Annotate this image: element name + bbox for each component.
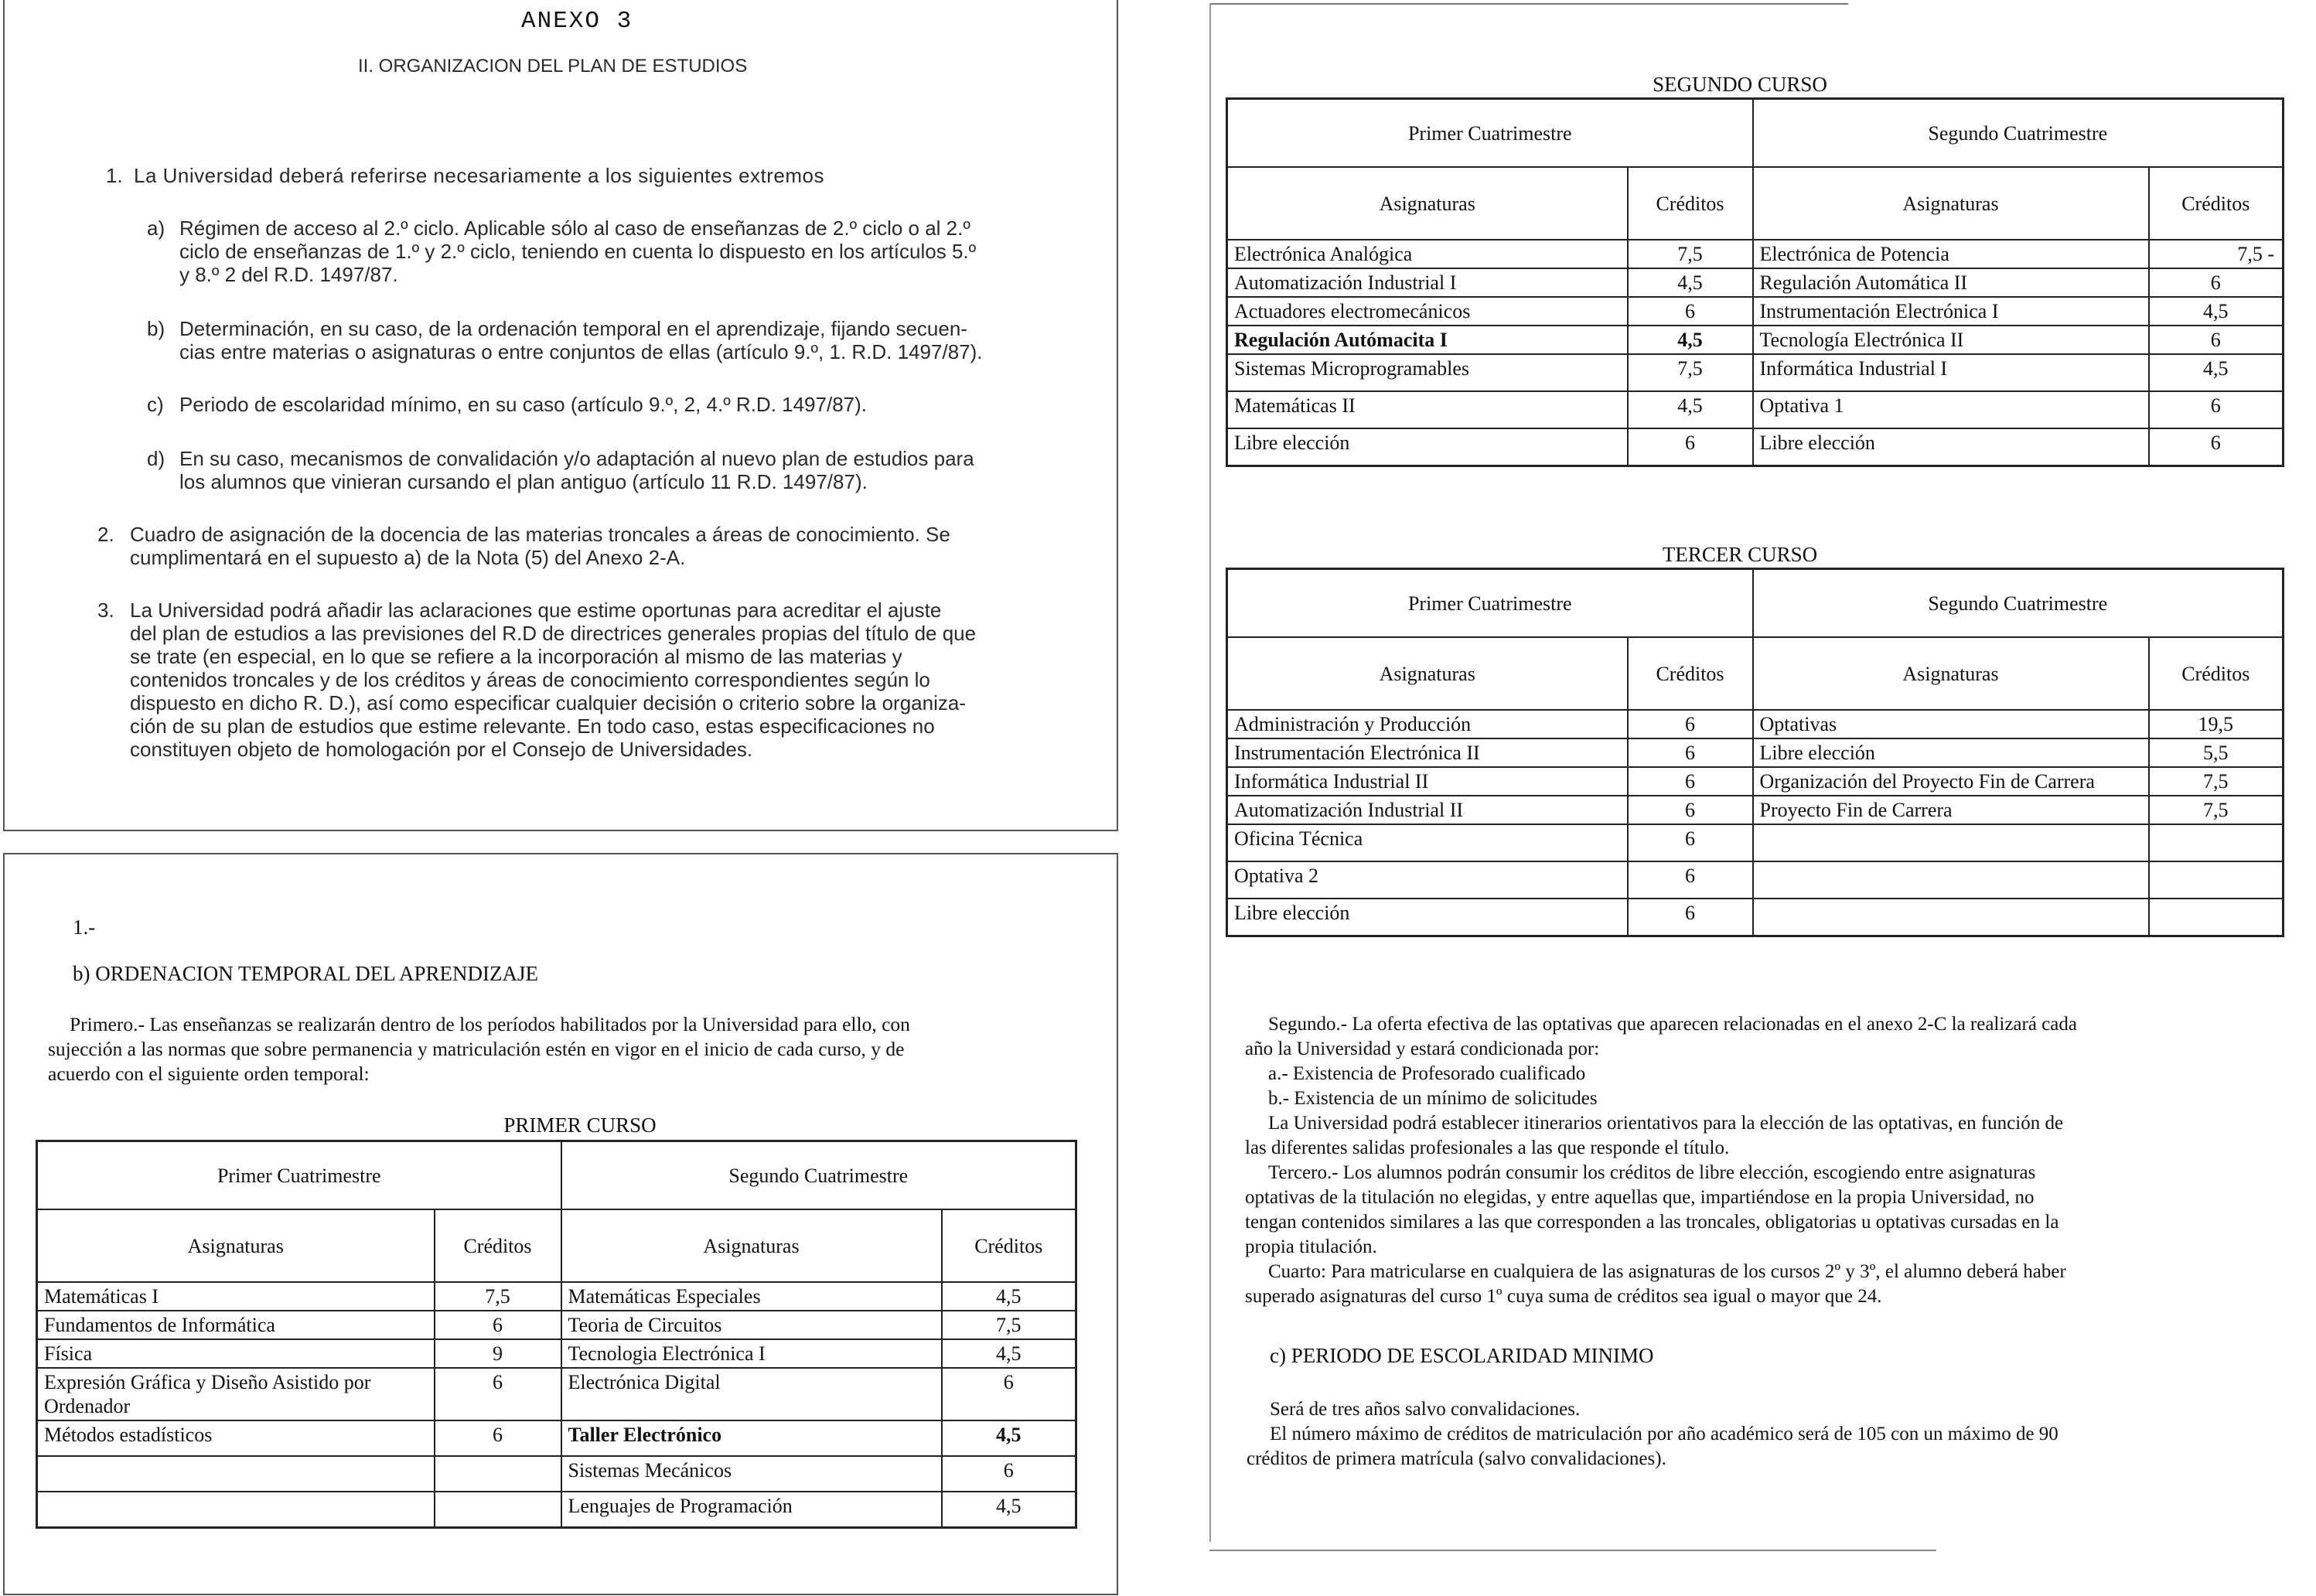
table-row [1227,861,2284,899]
credit-cell: 6 [435,1311,561,1339]
credit-cell: 7,5 [2149,767,2284,796]
subject-cell: Administración y Producción [1227,710,1628,738]
table-row [1227,824,2284,861]
credits-header: Créditos [1628,167,1753,240]
subject-cell [1753,824,2149,861]
subject-cell [37,1456,435,1492]
tercero-line-1: Tercero.- Los alumnos podrán consumir los créditos de libre elección, escogiendo entre asignaturas [1268,1162,2036,1183]
credit-cell: 6 [1628,297,1753,326]
subject-cell: Optativa 1 [1753,391,2149,428]
table-row [1227,354,2284,391]
first-semester-header: Primer Cuatrimestre [37,1141,561,1210]
item-2-line-1: Cuadro de asignación de la docencia de las materias troncales a áreas de conocimiento. Se [130,523,950,546]
table-row [1227,796,2284,824]
subject-cell: Lenguajes de Programación [561,1492,942,1527]
item-3-number: 3. [97,598,114,622]
subject-cell: Física [37,1339,435,1368]
tercero-line-3: tengan contenidos similares a las que corresponden a las troncales, obligatorias u optativas cursadas en la [1245,1212,2059,1233]
credit-cell: 4,5 [942,1420,1076,1456]
credit-cell: 4,5 [942,1339,1076,1368]
subitem-c-line-1: Periodo de escolaridad mínimo, en su caso (artículo 9.º, 2, 4.º R.D. 1497/87). [179,393,868,416]
subitem-a-line-1: Régimen de acceso al 2.º ciclo. Aplicable sólo al caso de enseñanzas de 2.º ciclo o al 2.º [179,217,970,240]
primero-line-1: Primero.- Las enseñanzas se realizarán dentro de los períodos habilitados por la Universidad para ello, con [70,1013,910,1035]
credits-header: Créditos [942,1209,1076,1282]
credits-header: Créditos [1628,637,1753,710]
segundo-curso-title: SEGUNDO CURSO [1653,73,1827,96]
item-3-line-2: del plan de estudios a las previsiones del R.D de directrices generales propias del título de que [130,622,977,645]
credits-header: Créditos [2149,637,2284,710]
tercer-curso-table [1226,568,2284,937]
credit-cell [2149,824,2284,861]
credit-cell: 6 [2149,428,2284,466]
credit-cell: 6 [435,1420,561,1456]
subject-cell: Automatización Industrial II [1227,796,1628,824]
tercero-line-4: propia titulación. [1245,1236,1377,1257]
credits-header: Créditos [2149,167,2284,240]
table-row [37,1492,1076,1527]
second-semester-header: Segundo Cuatrimestre [1753,569,2284,638]
subject-cell: Matemáticas II [1227,391,1628,428]
table-row [37,1456,1076,1492]
subject-cell: Oficina Técnica [1227,824,1628,861]
subject-cell: Métodos estadísticos [37,1420,435,1456]
credit-cell: 4,5 [942,1492,1076,1527]
credit-cell: 7,5 [942,1311,1076,1339]
top-rule [1209,3,1848,5]
credit-cell: 6 [942,1456,1076,1492]
credit-cell: 6 [435,1368,561,1420]
credit-cell: 6 [1628,767,1753,796]
table-row [37,1282,1076,1311]
table-row [1227,899,2284,936]
cuarto-line-1: Cuarto: Para matricularse en cualquiera de las asignaturas de los cursos 2º y 3º, el alumno deberá haber [1268,1261,2066,1282]
credit-cell [435,1456,561,1492]
segundo-line-3: a.- Existencia de Profesorado cualificado [1268,1063,1586,1084]
subject-cell: Sistemas Mecánicos [561,1456,942,1492]
credit-cell: 19,5 [2149,710,2284,738]
subject-cell: Libre elección [1753,738,2149,767]
ordenacion-number: 1.- [73,916,96,939]
item-3-line-1: La Universidad podrá añadir las aclaraciones que estime oportunas para acreditar el ajuste [130,598,942,622]
table-row [1227,297,2284,326]
subject-cell: Informática Industrial II [1227,767,1628,796]
ordenacion-heading: b) ORDENACION TEMPORAL DEL APRENDIZAJE [73,962,538,985]
subject-cell: Fundamentos de Informática [37,1311,435,1339]
subject-cell: Taller Electrónico [561,1420,942,1456]
primer-curso-table [36,1140,1077,1529]
table-row [37,1311,1076,1339]
subjects-header: Asignaturas [561,1209,942,1282]
subject-cell: Libre elección [1227,899,1628,936]
section-title: II. ORGANIZACION DEL PLAN DE ESTUDIOS [358,56,748,77]
item-3-line-4: contenidos troncales y de los créditos y áreas de conocimiento correspondientes según lo [130,668,930,691]
credit-cell: 7,5 [1628,240,1753,268]
left-page-rule [1209,3,1211,1542]
subject-cell: Optativas [1753,710,2149,738]
credit-cell: 4,5 [942,1282,1076,1311]
credit-cell: 6 [1628,796,1753,824]
subject-cell: Sistemas Microprogramables [1227,354,1628,391]
credit-cell: 6 [1628,738,1753,767]
subject-cell: Instrumentación Electrónica II [1227,738,1628,767]
subject-cell: Tecnología Electrónica II [1753,326,2149,354]
credit-cell [2149,899,2284,936]
credit-cell: 6 [1628,861,1753,899]
subject-cell [1753,861,2149,899]
credit-cell: 5,5 [2149,738,2284,767]
item-3-line-5: dispuesto en dicho R. D.), así como especificar cualquier decisión o criterio sobre la organiza- [130,691,966,714]
subitem-d-line-2: los alumnos que vinieran cursando el plan antiguo (artículo 11 R.D. 1497/87). [179,470,868,493]
subjects-header: Asignaturas [1227,637,1628,710]
subjects-header: Asignaturas [1227,167,1628,240]
subject-cell: Libre elección [1753,428,2149,466]
primero-line-2: sujección a las normas que sobre permanencia y matriculación estén en vigor en el inicio de cada curso, y de [48,1038,905,1060]
credit-cell: 6 [1628,899,1753,936]
bottom-rule [1209,1550,1936,1551]
subitem-a-label: a) [147,217,165,240]
subject-cell: Actuadores electromecánicos [1227,297,1628,326]
subject-cell: Tecnologia Electrónica I [561,1339,942,1368]
subject-cell [1753,899,2149,936]
credit-cell: 4,5 [2149,354,2284,391]
table-row [37,1420,1076,1456]
subject-cell: Electrónica Analógica [1227,240,1628,268]
table-row [1227,268,2284,297]
subitem-b-line-1: Determinación, en su caso, de la ordenación temporal en el aprendizaje, fijando secuen- [179,317,967,340]
subject-cell: Instrumentación Electrónica I [1753,297,2149,326]
segundo-line-1: Segundo.- La oferta efectiva de las optativas que aparecen relacionadas en el anexo 2-C la realizará cada [1268,1014,2077,1035]
item-1-text: La Universidad deberá referirse necesariamente a los siguientes extremos [134,164,824,187]
credit-cell: 9 [435,1339,561,1368]
subject-cell: Optativa 2 [1227,861,1628,899]
subitem-b-label: b) [147,317,165,340]
table-row [37,1368,1076,1420]
credits-header: Créditos [435,1209,561,1282]
credit-cell [435,1492,561,1527]
item-3-line-3: se trate (en especial, en lo que se refiere a la incorporación al mismo de las materias y [130,645,902,668]
periodo-line-2: El número máximo de créditos de matriculación por año académico será de 105 con un máximo de 90 [1270,1424,2058,1444]
subject-cell: Proyecto Fin de Carrera [1753,796,2149,824]
subject-cell: Teoria de Circuitos [561,1311,942,1339]
subject-cell: Organización del Proyecto Fin de Carrera [1753,767,2149,796]
periodo-heading: c) PERIODO DE ESCOLARIDAD MINIMO [1270,1344,1654,1367]
item-3-line-7: constituyen objeto de homologación por el Consejo de Universidades. [130,738,753,761]
subject-cell: Informática Industrial I [1753,354,2149,391]
segundo-line-5: La Universidad podrá establecer itinerarios orientativos para la elección de las optativas, en función de [1268,1113,2064,1134]
credit-cell: 6 [1628,710,1753,738]
subject-cell: Matemáticas Especiales [561,1282,942,1311]
segundo-line-4: b.- Existencia de un mínimo de solicitudes [1268,1088,1598,1109]
credit-cell: 4,5 [1628,326,1753,354]
credit-cell: 4,5 [1628,391,1753,428]
table-row [1227,240,2284,268]
subject-cell [37,1492,435,1527]
subitem-d-label: d) [147,447,165,470]
credit-cell [2149,861,2284,899]
table-row [1227,738,2284,767]
first-semester-header: Primer Cuatrimestre [1227,99,1753,168]
primer-curso-title: PRIMER CURSO [503,1113,657,1137]
cuarto-line-2: superado asignaturas del curso 1º cuya suma de créditos sea igual o mayor que 24. [1245,1286,1882,1307]
table-row [1227,428,2284,466]
credit-cell: 7,5 [1628,354,1753,391]
subitem-a-line-3: y 8.º 2 del R.D. 1497/87. [179,263,398,286]
credit-cell: 7,5 [435,1282,561,1311]
credit-cell: 6 [2149,391,2284,428]
subjects-header: Asignaturas [1753,167,2149,240]
item-3-line-6: ción de su plan de estudios que estime relevante. En todo caso, estas especificaciones no [130,714,935,738]
subject-cell: Regulación Automática II [1753,268,2149,297]
subject-cell: Regulación Autómacita I [1227,326,1628,354]
table-row [37,1339,1076,1368]
subitem-a-line-2: ciclo de enseñanzas de 1.º y 2.º ciclo, teniendo en cuenta lo dispuesto en los artículos 5.º [179,240,977,263]
primero-line-3: acuerdo con el siguiente orden temporal: [48,1062,370,1085]
table-row [1227,710,2284,738]
periodo-line-3: créditos de primera matrícula (salvo convalidaciones). [1247,1448,1666,1469]
tercero-line-2: optativas de la titulación no elegidas, y entre aquellas que, impartiéndose en la propia Universidad, no [1245,1187,2035,1208]
table-row [1227,326,2284,354]
table-row [1227,767,2284,796]
tercer-curso-title: TERCER CURSO [1662,543,1818,566]
item-1-number: 1. [106,164,123,187]
subject-cell: Expresión Gráfica y Diseño Asistido por Ordenador [37,1368,435,1420]
item-2-number: 2. [97,523,114,546]
subject-cell: Electrónica de Potencia [1753,240,2149,268]
subitem-b-line-2: cias entre materias o asignaturas o entre conjuntos de ellas (artículo 9.º, 1. R.D. 1497/87). [179,340,983,363]
credit-cell: 7,5 [2149,796,2284,824]
credit-cell: 6 [1628,824,1753,861]
table-row [1227,391,2284,428]
segundo-curso-table [1226,97,2284,467]
credit-cell: 4,5 [1628,268,1753,297]
credit-cell: 7,5 - [2149,240,2284,268]
annex-title: ANEXO 3 [521,8,633,35]
subjects-header: Asignaturas [37,1209,435,1282]
credit-cell: 4,5 [2149,297,2284,326]
subject-cell: Matemáticas I [37,1282,435,1311]
segundo-line-2: año la Universidad y estará condicionada por: [1245,1038,1600,1059]
credit-cell: 6 [2149,268,2284,297]
first-semester-header: Primer Cuatrimestre [1227,569,1753,638]
subitem-d-line-1: En su caso, mecanismos de convalidación y/o adaptación al nuevo plan de estudios para [179,447,974,470]
subject-cell: Automatización Industrial I [1227,268,1628,297]
periodo-line-1: Será de tres años salvo convalidaciones. [1270,1399,1581,1420]
credit-cell: 6 [942,1368,1076,1420]
subject-cell: Electrónica Digital [561,1368,942,1420]
subjects-header: Asignaturas [1753,637,2149,710]
subject-cell: Libre elección [1227,428,1628,466]
segundo-line-6: las diferentes salidas profesionales a las que responde el título. [1245,1137,1730,1158]
subitem-c-label: c) [147,393,164,416]
credit-cell: 6 [2149,326,2284,354]
item-2-line-2: cumplimentará en el supuesto a) de la Nota (5) del Anexo 2-A. [130,546,686,569]
credit-cell: 6 [1628,428,1753,466]
second-semester-header: Segundo Cuatrimestre [1753,99,2284,168]
second-semester-header: Segundo Cuatrimestre [561,1141,1076,1210]
